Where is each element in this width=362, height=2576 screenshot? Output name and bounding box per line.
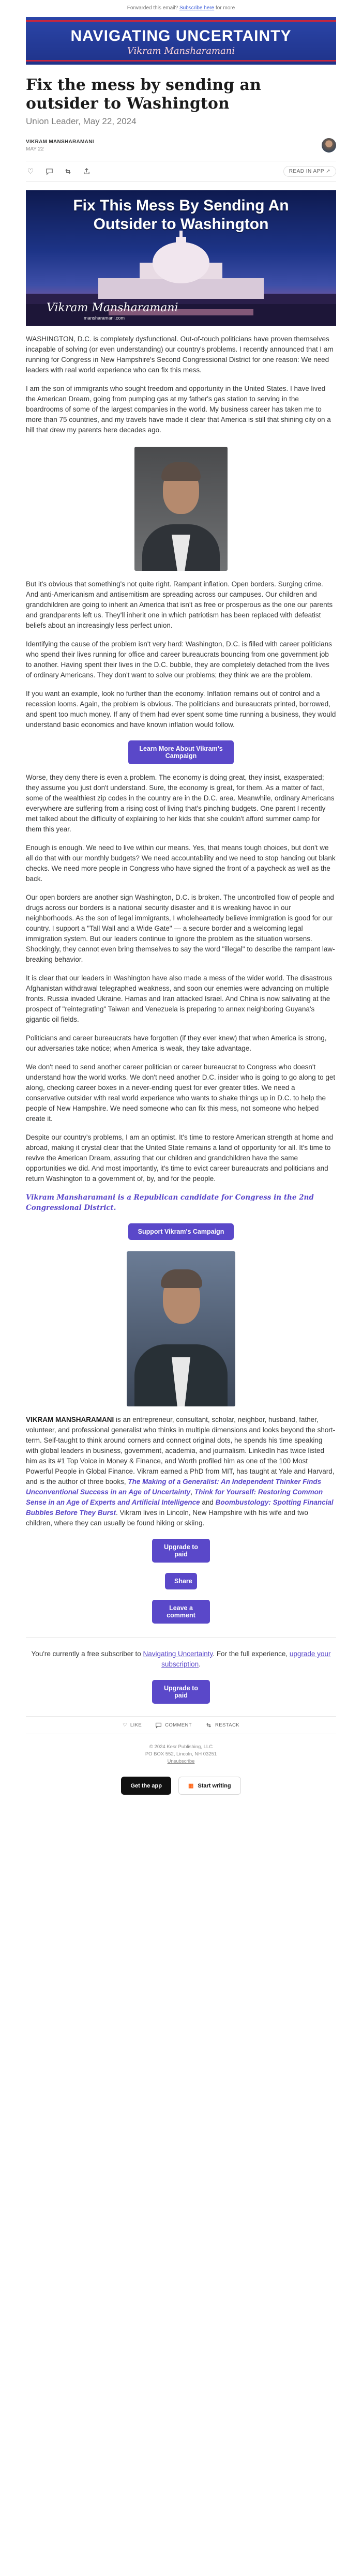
forward-suffix: for more <box>215 5 235 11</box>
paragraph-8: Our open borders are another sign Washington, D.C. is broken. The uncontrolled flow of people and drugs across our borders is a national security disaster and it is wreaking havoc in our neighborhoods. As the son of legal immigrants, I wholeheartedly believe immigration is good for our country. I support a "Tall Wall and a Wide Gate" — a secure border and a welcoming legal immigration system. But our leaders continue to ignore the problem as the situation worsens. Shockingly, they cannot even bring themselves to say the word "illegal" to describe the rampant law-breaking behavior. <box>26 893 335 963</box>
paragraph-3: But it's obvious that something's not quite right. Rampant inflation. Open borders. Surging crime. And anti-Americanism and antisemitism are spreading across our campuses. Our children and grandchildren are going to inherit an America that isn't as free or prosperous as the one our parents and grandparents left us. They'll inherit one in which patriotism has been replaced with defeatist beliefs about an increasingly less perfect union. <box>26 580 333 629</box>
hero-title <box>26 196 336 234</box>
footer-heart-icon: ♡ <box>123 1722 127 1728</box>
free-subscriber-note <box>26 1649 336 1670</box>
bio-photo-hair <box>161 1269 202 1288</box>
subscribe-link[interactable]: Subscribe here <box>179 5 215 11</box>
share-button[interactable]: Share <box>165 1573 197 1589</box>
banner-title: NAVIGATING UNCERTAINTY <box>70 27 292 44</box>
footer-comment[interactable] <box>155 1722 192 1729</box>
paragraph-4: Identifying the cause of the problem isn't very hard: Washington, D.C. is filled with career politicians who spend their lives running for office and career bureaucrats bouncing from one government job to another. Having spent their lives in the D.C. bubble, they are completely detached from the lives of ordinary Americans. They don't want to solve our problems; they think we are the problem. <box>26 640 332 679</box>
bio-sep-1: , <box>190 1488 194 1496</box>
hero-signature: Vikram Mansharamani <box>47 301 178 314</box>
free-note-middle: . For the full experience, <box>213 1650 290 1658</box>
bio-book-2[interactable]: Think for Yourself: Restoring Common Sense in an Age of Experts and Artificial Intelligence <box>26 1488 323 1506</box>
bio-sep-2: and <box>200 1498 216 1506</box>
get-app-button[interactable] <box>121 1777 171 1795</box>
banner-top-stripe <box>26 20 336 22</box>
upgrade-to-paid-button[interactable]: Upgrade to paid <box>152 1539 210 1563</box>
bio-book-1[interactable]: The Making of a Generalist: An Independent Thinker Finds Unconventional Success in an Age of Uncertainty <box>26 1478 322 1496</box>
publication-banner[interactable] <box>26 17 336 65</box>
substack-icon: ▦ <box>188 1783 194 1789</box>
footer-restack[interactable] <box>205 1722 239 1729</box>
restack-icon[interactable] <box>63 167 72 176</box>
start-writing-button[interactable] <box>178 1777 241 1795</box>
store-buttons <box>0 1777 362 1810</box>
hero-image[interactable] <box>26 190 336 326</box>
footer-copyright: © 2024 Kesr Publishing, LLC <box>149 1744 213 1750</box>
author-avatar[interactable] <box>322 138 336 153</box>
footer-divider <box>26 1637 336 1638</box>
hero-title-line2: Outsider to Washington <box>93 216 269 233</box>
bio-book-3[interactable]: Boombustology: Spotting Financial Bubbles Before They Burst <box>26 1498 334 1517</box>
paragraph-11: We don't need to send another career politician or career bureaucrat to Congress who doesn't understand how the world works. We don't need another D.C. insider who is going to go along to get along, checking career boxes in a never-ending quest for ever greater titles. We need a conservative outsider with real world experience who wants to shake things up in D.C. to help the people of New Hampshire. We need someone who can fix this mess, not someone who helped create it. <box>26 1063 336 1123</box>
start-writing-label: Start writing <box>198 1782 231 1789</box>
bio-text-2: . Vikram lives in Lincoln, New Hampshire with his wife and two children, where they can usually be found hiking or skiing. <box>26 1509 308 1527</box>
bio-name: VIKRAM MANSHARAMANI <box>26 1416 114 1423</box>
paragraph-6: Worse, they deny there is even a problem. The economy is doing great, they insist, exasperated; they assume you just don't understand. Sure, the economy is great, for them. As a matter of fact, some of the wealthiest zip codes in the country are in the D.C. area. Meanwhile, ordinary Americans everywhere are suffering from a rising cost of living that's pinching budgets. One parent I recently met talked about the difficulty of explaining to her kids that she couldn't afford summer camp for them this year. <box>26 774 335 833</box>
post-actions <box>26 161 336 182</box>
author-bio <box>26 1415 336 1528</box>
learn-more-campaign-button[interactable]: Learn More About Vikram's Campaign <box>128 740 234 764</box>
banner-bottom-stripe <box>26 60 336 62</box>
footer-restack-label: RESTACK <box>215 1722 239 1728</box>
footer-actions <box>26 1716 336 1734</box>
footer-comment-icon <box>155 1722 162 1729</box>
comment-icon[interactable] <box>44 167 54 176</box>
footer-comment-label: COMMENT <box>165 1722 192 1728</box>
post-content <box>26 76 336 1704</box>
post-date: MAY 22 <box>26 146 44 152</box>
footer-like[interactable] <box>123 1722 142 1729</box>
forward-notice <box>0 0 362 11</box>
read-in-app-label: READ IN APP <box>289 169 324 174</box>
paragraph-1: WASHINGTON, D.C. is completely dysfunctional. Out-of-touch politicians have proven themselves incapable of solving (or even understanding) our country's problems. I recently announced that I am running for Congress in New Hampshire's Second Congressional District for one reason: We need leaders with real world experience who can fix this mess. <box>26 335 334 374</box>
paragraph-10: Politicians and career bureaucrats have forgotten (if they ever knew) that when America is strong, our adversaries take notice; when America is weak, they take advantage. <box>26 1034 327 1052</box>
bio-text-1: is an entrepreneur, consultant, scholar, neighbor, husband, father, volunteer, and professional generalist who thinks in multiple dimensions and looks beyond the short-term. Self-taught to think around corners and connect original dots, he spends his time speaking with global leaders in business, government, academia, and journalism. LinkedIn has twice listed him as its #1 Top Voice in Money & Finance, and Worth profiled him as one of the 100 Most Powerful People in Global Finance. Vikram earned a PhD from MIT, has taught at Yale and Harvard, and is the author of three books, <box>26 1416 336 1486</box>
bio-photo[interactable] <box>127 1251 235 1406</box>
share-icon[interactable] <box>82 167 91 176</box>
paragraph-2: I am the son of immigrants who sought freedom and opportunity in the United States. I have lived the American Dream, going from pumping gas at my father's gas station to serving in the boardrooms of some of the largest companies in the world. My business career has taken me to more than 75 countries, and my travels have made it clear that America is still that shining city on a hill that drew my parents here decades ago. <box>26 385 331 434</box>
paragraph-5: If you want an example, look no further than the economy. Inflation remains out of control and a recession looms. Again, the problem is obvious. The politicians and bureaucrats printed, borrowed, and spent too much money. If any of them had ever spent some time running a business, they would understand basic economics and have known inflation would follow. <box>26 690 336 729</box>
byline <box>26 138 336 153</box>
publication-link[interactable]: Navigating Uncertainty <box>143 1650 213 1658</box>
free-note-prefix: You're currently a free subscriber to <box>31 1650 143 1658</box>
read-in-app-button[interactable] <box>283 166 336 177</box>
hero-title-line1: Fix This Mess By Sending An <box>73 197 289 214</box>
paragraph-9: It is clear that our leaders in Washington have also made a mess of the wider world. The disastrous Afghanistan withdrawal telegraphed weakness, and soon our enemies were advancing on multiple fronts. Russia invaded Ukraine. Hamas and Iran attacked Israel. And China is now salivating at the prospect of "reintegrating" Taiwan and Venezuela is preparing to annex neighboring Guyana's gigantic oil fields. <box>26 974 333 1023</box>
paragraph-7: Enough is enough. We need to live within our means. Yes, that means tough choices, but don't we all do that with our monthly budgets? We need accountability and we need to stop handing out blank checks. We need more people in Congress who have signed the front of a paycheck as well as the back. <box>26 844 336 883</box>
forward-text: Forwarded this email? <box>127 5 178 11</box>
post-title[interactable]: Fix the mess by sending an outsider to Washington <box>26 76 261 113</box>
upgrade-subscription-link[interactable]: upgrade your subscription <box>161 1650 331 1668</box>
heart-icon[interactable]: ♡ <box>27 167 34 176</box>
post-subtitle: Union Leader, May 22, 2024 <box>26 116 137 126</box>
footer-restack-icon <box>205 1722 212 1729</box>
hero-url: mansharamani.com <box>84 315 125 321</box>
footer-info <box>0 1744 362 1765</box>
candidate-note: Vikram Mansharamani is a Republican candidate for Congress in the 2nd Congressional District. <box>26 1193 314 1212</box>
leave-comment-button[interactable]: Leave a comment <box>152 1600 210 1624</box>
support-campaign-button[interactable]: Support Vikram's Campaign <box>128 1223 234 1240</box>
get-app-label: Get the app <box>130 1782 162 1789</box>
free-note-suffix: . <box>199 1660 201 1668</box>
footer-address: PO BOX 552, Lincoln, NH 03251 <box>145 1751 217 1757</box>
photo-hair <box>161 462 201 481</box>
upgrade-to-paid-button-2[interactable]: Upgrade to paid <box>152 1680 210 1704</box>
arrow-icon: ↗ <box>326 169 330 174</box>
author-name[interactable]: VIKRAM MANSHARAMANI <box>26 139 94 145</box>
banner-subtitle: Vikram Mansharamani <box>127 46 235 56</box>
unsubscribe-link[interactable]: Unsubscribe <box>167 1759 195 1764</box>
author-photo[interactable] <box>134 447 228 571</box>
paragraph-12: Despite our country's problems, I am an optimist. It's time to restore American strength at home and abroad, making it crystal clear that the United State remains a land of opportunity for all. It's time to revive the American Dream, assuring that our children and grandchildren have the same opportunities we did. And most importantly, it's time to evict career bureaucrats and politicians and return Washington to a government of, by, and for the people. <box>26 1133 334 1183</box>
footer-like-label: LIKE <box>130 1722 142 1728</box>
